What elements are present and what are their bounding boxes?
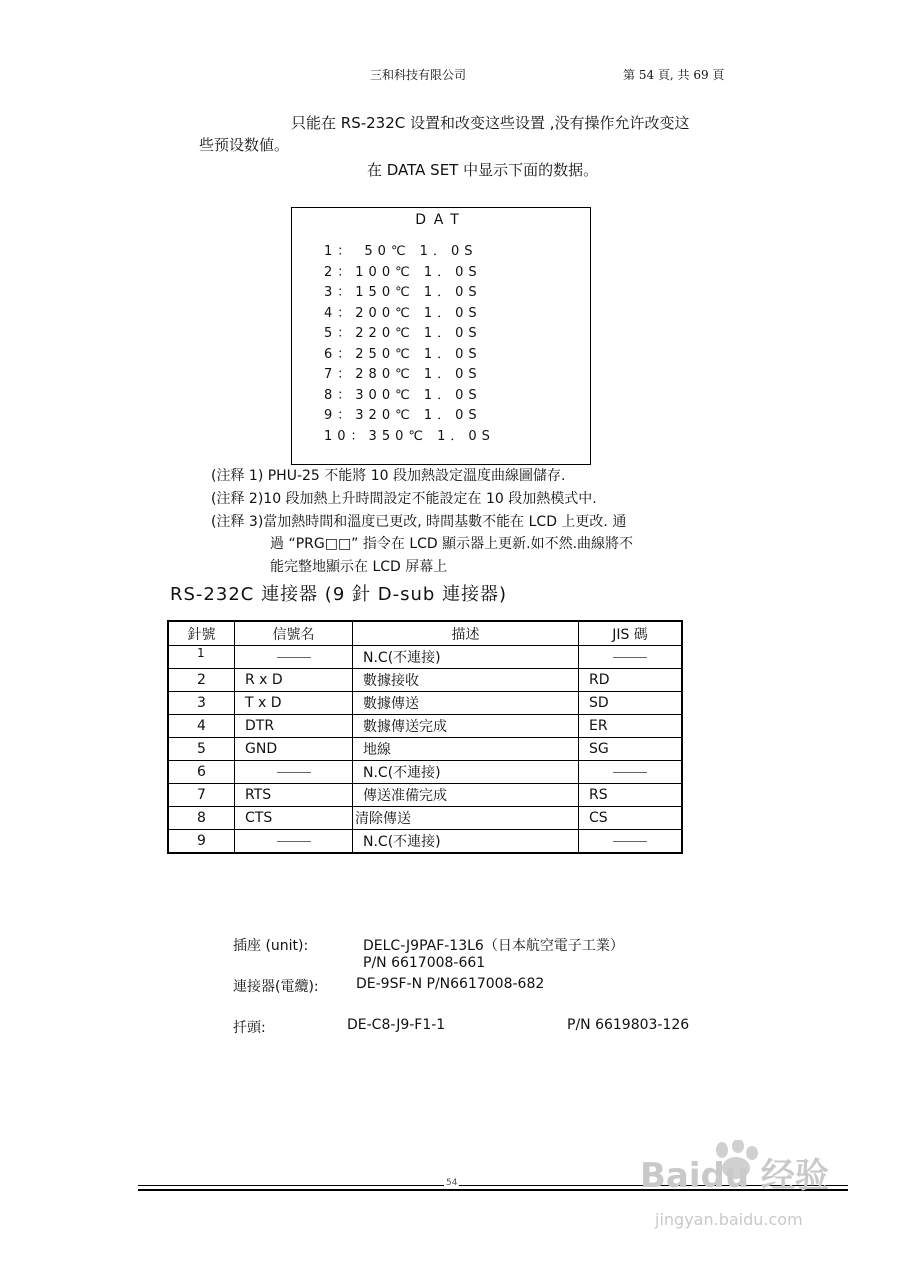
cell-jis: SD <box>579 692 683 715</box>
table-header-row <box>168 621 682 646</box>
lcd-row: 1： 50℃ 1．0S <box>324 244 478 259</box>
cell-signal: R x D <box>235 669 353 692</box>
plug-label: 扦頭: <box>233 1020 266 1036</box>
watermark-brand: Baidu 经验 <box>640 1156 829 1196</box>
table-row <box>168 761 682 784</box>
cell-signal-empty <box>235 646 353 669</box>
section-title: RS-232C 連接器 (9 針 D-sub 連接器) <box>170 584 508 605</box>
cell-signal: CTS <box>235 807 353 830</box>
cell-pin: 5 <box>168 738 235 761</box>
cell-desc: N.C(不連接) <box>353 646 579 669</box>
cell-jis: SG <box>579 738 683 761</box>
lcd-row: 3：150℃ 1．0S <box>324 285 482 300</box>
socket-label: 插座 (unit): <box>233 938 309 954</box>
table-row <box>168 646 682 669</box>
cell-desc: 清除傳送 <box>353 807 579 830</box>
cell-jis-empty <box>579 646 683 669</box>
note-3-line-2: 過 “PRG□□” 指令在 LCD 顯示器上更新.如不然.曲線將不 <box>270 536 634 552</box>
cell-jis: RS <box>579 784 683 807</box>
cell-pin: 9 <box>168 830 235 854</box>
intro-line-3: 在 DATA SET 中显示下面的数据。 <box>367 161 599 179</box>
lcd-row: 6：250℃ 1．0S <box>324 347 482 362</box>
lcd-row: 7：280℃ 1．0S <box>324 367 482 382</box>
intro-line-2: 些预设数値。 <box>199 136 290 154</box>
table-row <box>168 807 682 830</box>
cell-pin: 6 <box>168 761 235 784</box>
cell-desc: 數據傳送 <box>353 692 579 715</box>
header-company: 三和科技有限公司 <box>370 68 467 82</box>
lcd-row: 2：100℃ 1．0S <box>324 265 482 280</box>
cell-signal-empty <box>235 830 353 854</box>
lcd-display-box <box>291 207 591 465</box>
cell-signal: GND <box>235 738 353 761</box>
cell-signal: DTR <box>235 715 353 738</box>
lcd-row: 4：200℃ 1．0S <box>324 306 482 321</box>
cell-jis-empty <box>579 830 683 854</box>
footer-page-number: 54 <box>446 1178 458 1188</box>
cell-pin: 4 <box>168 715 235 738</box>
watermark-url: jingyan.baidu.com <box>655 1210 803 1229</box>
plug-part-number: P/N 6619803-126 <box>567 1017 690 1033</box>
cell-pin: 1 <box>168 646 235 669</box>
cell-signal-empty <box>235 761 353 784</box>
intro-line-1: 只能在 RS-232C 设置和改变这些设置 ,没有操作允许改变这 <box>291 114 690 132</box>
cell-jis: RD <box>579 669 683 692</box>
table-row <box>168 784 682 807</box>
cell-pin: 2 <box>168 669 235 692</box>
cell-jis: ER <box>579 715 683 738</box>
socket-value: DELC-J9PAF-13L6（日本航空電子工業） <box>363 938 624 954</box>
cell-signal: T x D <box>235 692 353 715</box>
cell-desc: 傳送准備完成 <box>353 784 579 807</box>
table-row <box>168 692 682 715</box>
col-header-description: 描述 <box>353 621 579 646</box>
note-3-line-3: 能完整地顯示在 LCD 屏幕上 <box>270 559 448 575</box>
connector-value: DE-9SF-N P/N6617008-682 <box>356 976 545 992</box>
lcd-row: 10：350℃ 1．0S <box>324 429 495 444</box>
cell-desc: N.C(不連接) <box>353 830 579 854</box>
lcd-title: DAT <box>415 212 467 228</box>
lcd-row: 5：220℃ 1．0S <box>324 326 482 341</box>
connector-label: 連接器(電纜): <box>233 979 319 995</box>
note-2: (注释 2)10 段加熱上升時間設定不能設定在 10 段加熱模式中. <box>211 491 597 507</box>
header-page-info: 第 54 頁, 共 69 頁 <box>623 68 725 82</box>
cell-jis-empty <box>579 761 683 784</box>
cell-desc: 地線 <box>353 738 579 761</box>
socket-part-number: P/N 6617008-661 <box>363 955 486 971</box>
cell-signal: RTS <box>235 784 353 807</box>
plug-value: DE-C8-J9-F1-1 <box>347 1017 446 1033</box>
cell-pin: 8 <box>168 807 235 830</box>
table-row <box>168 830 682 854</box>
note-3-line-1: (注释 3)當加熱時間和溫度已更改, 時間基數不能在 LCD 上更改. 通 <box>211 514 627 530</box>
table-row <box>168 669 682 692</box>
lcd-row: 9：320℃ 1．0S <box>324 408 482 423</box>
cell-pin: 7 <box>168 784 235 807</box>
cell-desc: 數據接收 <box>353 669 579 692</box>
lcd-row: 8：300℃ 1．0S <box>324 388 482 403</box>
pin-table <box>167 620 683 854</box>
cell-jis: CS <box>579 807 683 830</box>
note-1: (注释 1) PHU-25 不能將 10 段加熱設定溫度曲線圖儲存. <box>211 468 566 484</box>
cell-desc: 數據傳送完成 <box>353 715 579 738</box>
col-header-signal: 信號名 <box>235 621 353 646</box>
table-row <box>168 715 682 738</box>
col-header-pin: 針號 <box>168 621 235 646</box>
cell-desc: N.C(不連接) <box>353 761 579 784</box>
table-row <box>168 738 682 761</box>
col-header-jis: JIS 碼 <box>579 621 683 646</box>
cell-pin: 3 <box>168 692 235 715</box>
